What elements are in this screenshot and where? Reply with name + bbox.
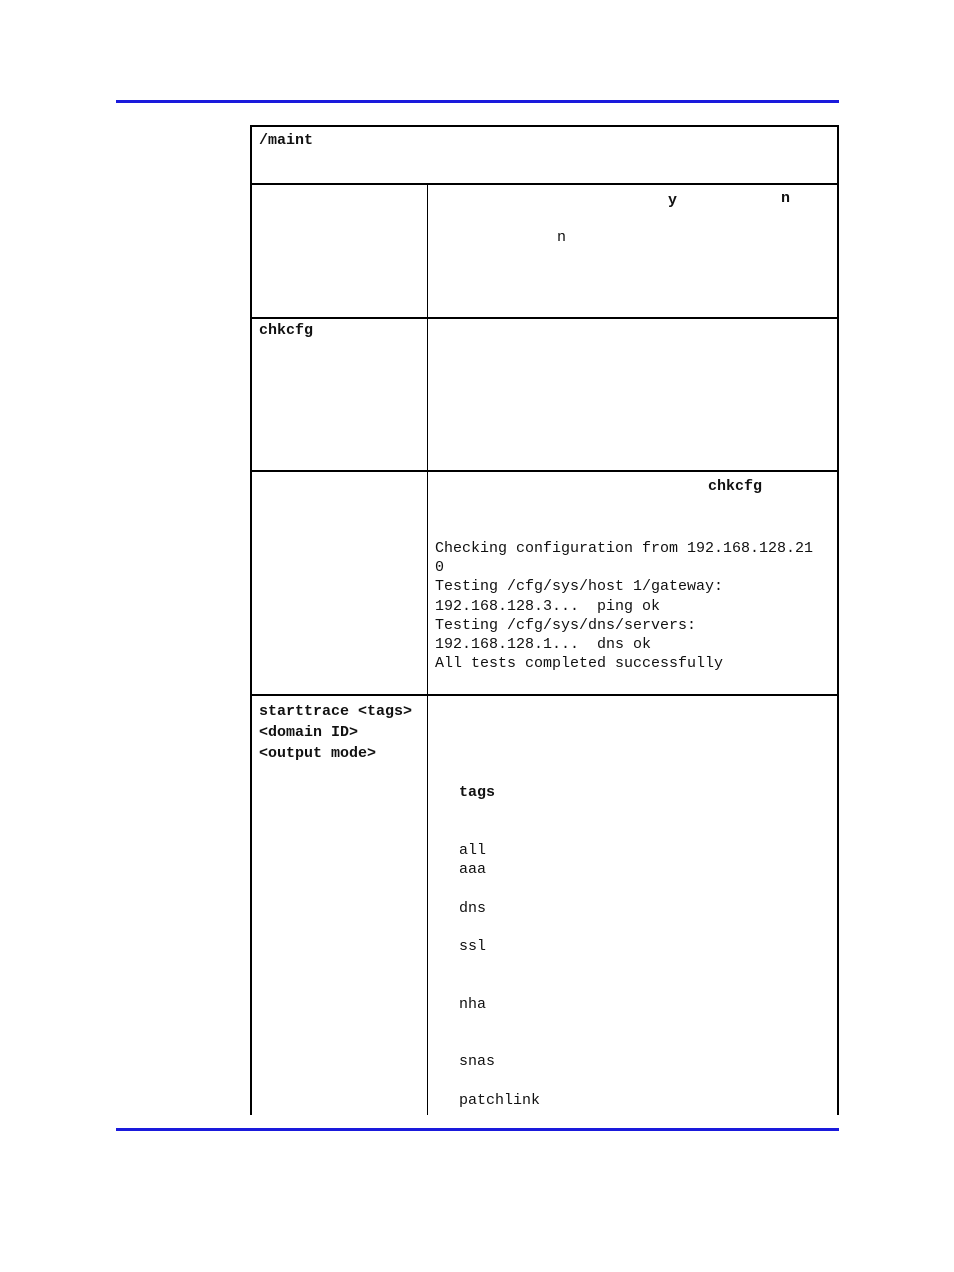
key-yes: y <box>668 192 678 209</box>
row-label-cell <box>252 472 428 694</box>
row-description-cell <box>428 472 837 694</box>
tag-item: dns <box>459 900 487 917</box>
key-no-second: n <box>557 229 567 246</box>
table-row-example <box>252 472 837 696</box>
menu-path: /maint <box>259 132 314 149</box>
output-line: Testing /cfg/sys/host 1/gateway: <box>435 578 724 595</box>
table-header-row <box>252 127 837 185</box>
header-rule <box>116 100 839 103</box>
row-description-cell <box>428 185 837 317</box>
output-line: 0 <box>435 559 445 576</box>
table-row <box>252 185 837 319</box>
output-line: All tests completed successfully <box>435 655 724 672</box>
output-line: 192.168.128.1... dns ok <box>435 636 652 653</box>
chkcfg-command-ref: chkcfg <box>708 478 763 495</box>
tag-item: nha <box>459 996 487 1013</box>
row-description-cell <box>428 319 837 470</box>
tags-heading: tags <box>459 784 496 801</box>
starttrace-command-line: <output mode> <box>259 745 377 762</box>
row-label-cell <box>252 696 428 1115</box>
tag-item: patchlink <box>459 1092 541 1109</box>
table-row-starttrace <box>252 696 837 1115</box>
tag-item: all <box>459 842 487 859</box>
tag-item: ssl <box>459 938 487 955</box>
row-label-cell <box>252 319 428 470</box>
footer-rule <box>116 1128 839 1131</box>
command-table <box>250 125 839 1115</box>
output-line: Testing /cfg/sys/dns/servers: <box>435 617 697 634</box>
chkcfg-command: chkcfg <box>259 322 314 339</box>
starttrace-command-line: starttrace <tags> <box>259 703 413 720</box>
output-line: Checking configuration from 192.168.128.21 <box>435 540 814 557</box>
table-row-chkcfg <box>252 319 837 472</box>
row-label-cell <box>252 185 428 317</box>
tag-item: aaa <box>459 861 487 878</box>
starttrace-command-line: <domain ID> <box>259 724 359 741</box>
row-description-cell <box>428 696 837 1115</box>
key-no: n <box>781 190 791 207</box>
output-line: 192.168.128.3... ping ok <box>435 598 661 615</box>
tag-item: snas <box>459 1053 496 1070</box>
